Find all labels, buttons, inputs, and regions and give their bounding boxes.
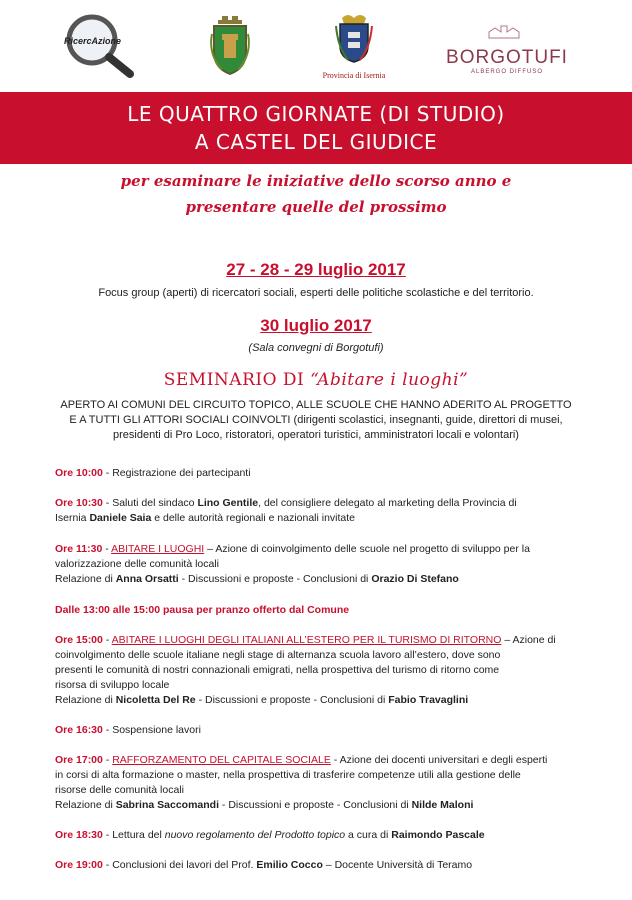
seminar-place: (Sala convegni di Borgotufi) [248,342,384,354]
schedule-time: Ore 16:30 [55,724,103,736]
schedule-item-1630 [55,723,591,738]
seminar-title [0,370,632,390]
title-line-1: LE QUATTRO GIORNATE (DI STUDIO) [127,102,505,126]
ricercazione-logo [58,14,138,80]
speaker-name: Daniele Saia [89,512,152,524]
schedule-text: - Registrazione dei partecipanti [102,467,251,479]
schedule-text: – Azione di [501,634,556,646]
schedule-text: Isernia [55,512,90,524]
schedule-time: Ore 10:00 [55,467,103,479]
schedule-text: Relazione di [55,694,116,706]
schedule-text: valorizzazione delle comunità locali [55,558,220,570]
schedule-time: Ore 15:00 [55,634,103,646]
ricercazione-text: RicercAzione [64,36,122,46]
schedule-text: e delle autorità regionali e nazionali invitate [151,512,356,524]
lunch-break: Dalle 13:00 alle 15:00 pausa per pranzo offerto dal Comune [55,604,350,616]
magnifier-icon [58,14,138,80]
schedule-text: - [102,543,112,555]
schedule-text: - [102,754,113,766]
schedule-text: coinvolgimento delle scuole italiane negli stage di alternanza scuola lavoro all’estero, dove sono [55,649,501,661]
schedule-text: presenti le comunità di nostri connazionali emigrati, nella prospettiva del turismo di ritorno come [55,664,500,676]
coat-of-arms-icon [208,14,252,76]
audience-line-1: APERTO AI COMUNI DEL CIRCUITO TOPICO, ALLE SCUOLE CHE HANNO ADERITO AL PROGETTO [60,399,572,411]
speaker-name: Nilde Maloni [411,799,474,811]
speaker-name: Sabrina Saccomandi [115,799,219,811]
seminar-date: 30 luglio 2017 [260,316,372,335]
speaker-name: Lino Gentile [197,497,259,509]
schedule-text: - [102,634,112,646]
schedule-text: a cura di [345,829,392,841]
schedule-time: Ore 11:30 [55,543,103,555]
schedule-time: Ore 18:30 [55,829,103,841]
schedule-text: – Azione di coinvolgimento delle scuole nel progetto di sviluppo per la [204,543,530,555]
seminar-title-prefix: SEMINARIO DI [163,370,311,390]
subtitle [0,168,632,220]
schedule-item-1000 [55,466,591,481]
speaker-name: Raimondo Pascale [391,829,485,841]
speaker-name: Orazio Di Stefano [371,573,459,585]
schedule-item-1130 [55,542,591,587]
comune-coat-of-arms [208,14,252,76]
schedule-item-1500 [55,633,591,708]
schedule-item-1030 [55,496,591,526]
schedule-text: – Docente Università di Teramo [322,859,473,871]
logo-bar [0,0,632,92]
borgotufi-subtitle: ALBERGO DIFFUSO [470,69,543,75]
schedule-text: - Lettura del [102,829,165,841]
schedule-text: - Discussioni e proposte - Conclusioni di [219,799,412,811]
schedule-item-1900 [55,858,591,873]
schedule-text: - Saluti del sindaco [102,497,198,509]
speaker-name: Anna Orsatti [115,573,179,585]
schedule-text: - Sospensione lavori [102,724,201,736]
schedule-time: Ore 17:00 [55,754,103,766]
speaker-name: Fabio Travaglini [388,694,469,706]
village-outline-icon [487,22,527,40]
audience-line-2: E A TUTTI GLI ATTORI SOCIALI COINVOLTI (dirigenti scolastici, insegnanti, guide, direttori di musei, [69,414,563,426]
schedule-text: risorse delle comunità locali [55,784,184,796]
schedule-text: , del consigliere delegato al marketing della Provincia di [258,497,517,509]
focus-dates: 27 - 28 - 29 luglio 2017 [226,260,406,279]
provincia-label: Provincia di Isernia [322,71,386,80]
seminar-title-quote: “Abitare i luoghi” [310,370,469,390]
schedule-text: risorsa di sviluppo locale [55,679,170,691]
schedule-item-1830 [55,828,591,843]
session-topic: ABITARE I LUOGHI DEGLI ITALIANI ALL’ESTERO PER IL TURISMO DI RITORNO [111,634,502,646]
borgotufi-logo [432,22,582,74]
schedule-text: Relazione di [55,573,116,585]
schedule-text: - Azione dei docenti universitari e degli esperti [330,754,548,766]
schedule-text: - Discussioni e proposte - Conclusioni di [178,573,372,585]
seminar-audience [40,398,592,443]
schedule-time: Ore 10:30 [55,497,103,509]
schedule-text: in corsi di alta formazione o master, nella prospettiva di trasferire competenze utili alla gestione delle [55,769,521,781]
schedule-text: - Discussioni e proposte - Conclusioni di [195,694,389,706]
schedule-text: - Conclusioni dei lavori del Prof. [102,859,257,871]
subtitle-line-1: per esaminare le iniziative dello scorso anno e [120,172,512,190]
session-topic: ABITARE I LUOGHI [111,543,205,555]
audience-line-3: presidenti di Pro Loco, ristoratori, operatori turistici, amministratori locali e volontari) [113,429,519,441]
borgotufi-name: BORGOTUFI [446,47,568,68]
title-line-2: A CASTEL DEL GIUDICE [194,130,438,154]
schedule-time: Ore 19:00 [55,859,103,871]
session-topic: RAFFORZAMENTO DEL CAPITALE SOCIALE [112,754,331,766]
provincia-crest-icon [334,12,374,64]
focus-description: Focus group (aperti) di ricercatori sociali, esperti delle politiche scolastiche e del territorio. [98,287,534,299]
schedule-item-1700 [55,753,591,813]
subtitle-line-2: presentare quelle del prossimo [185,198,447,216]
provincia-isernia-logo [308,12,400,82]
regulation-title: nuovo regolamento del Prodotto topico [164,829,346,841]
speaker-name: Emilio Cocco [256,859,323,871]
title-banner [0,92,632,164]
speaker-name: Nicoletta Del Re [115,694,196,706]
schedule-text: Relazione di [55,799,116,811]
